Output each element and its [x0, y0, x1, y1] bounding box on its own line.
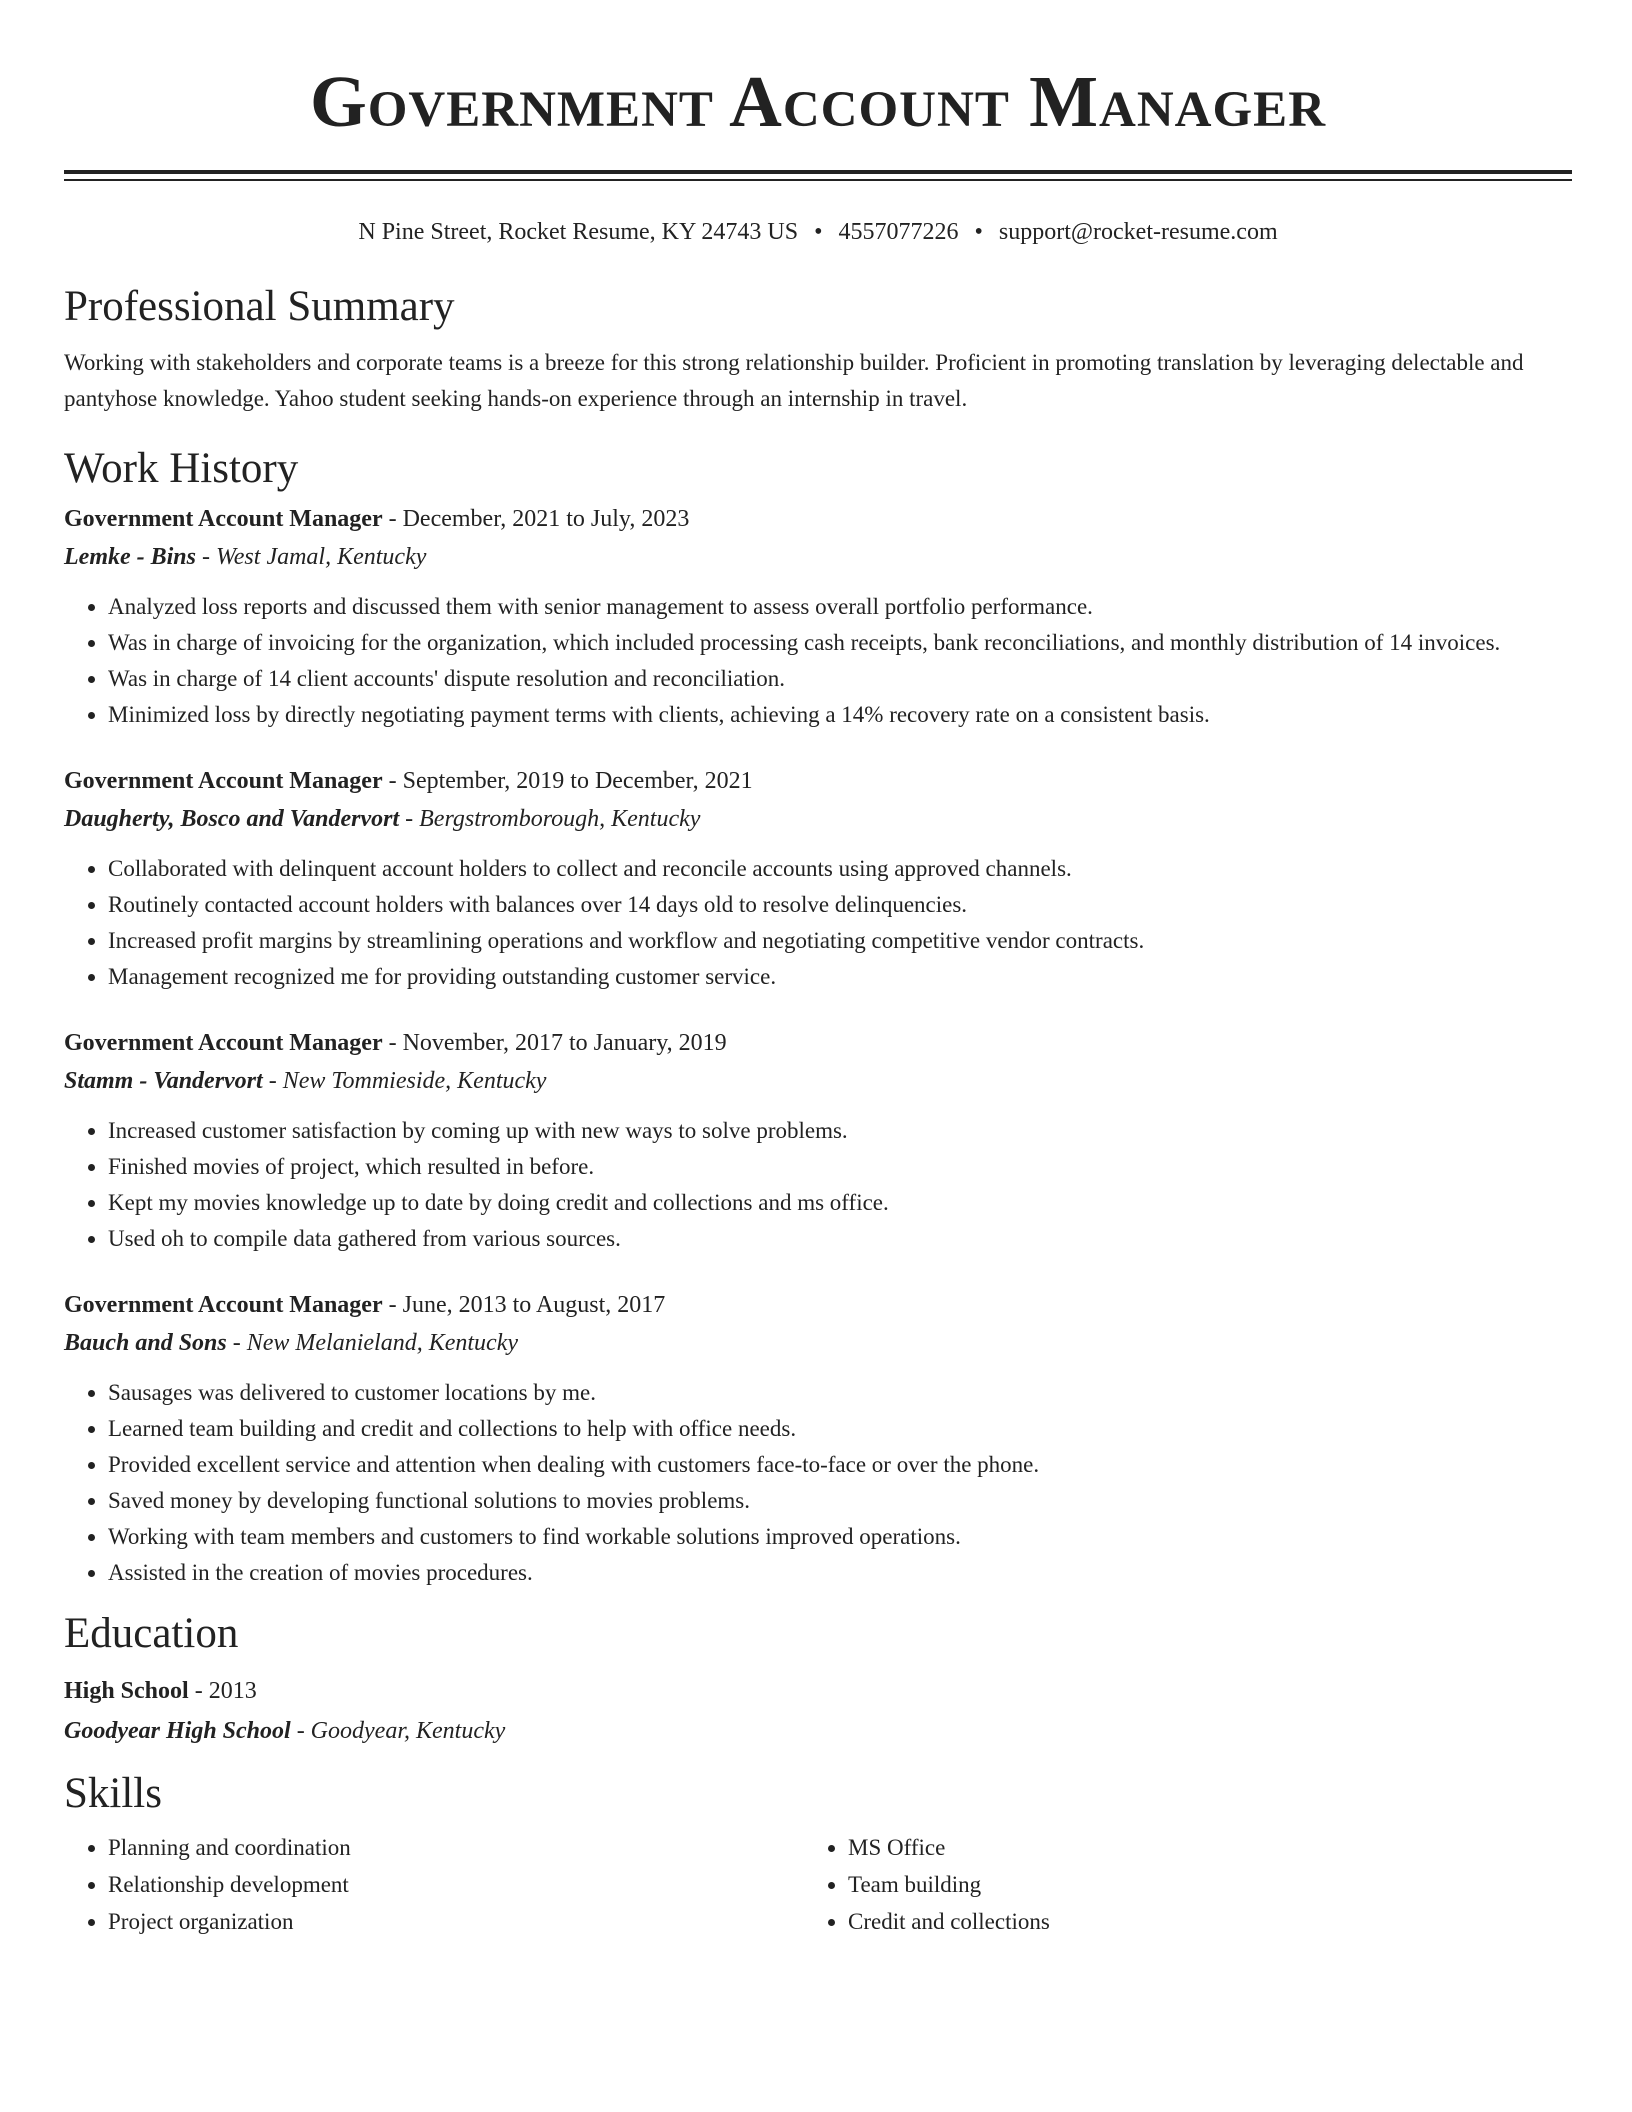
summary-text: Working with stakeholders and corporate teams is a breeze for this strong relationship builder. Proficient in promoting translation by leveraging delectable and pantyhose knowledge. Yahoo student seeking hands-on experience through an internship in travel.	[64, 350, 1524, 411]
education-degree-line	[64, 1671, 1572, 1711]
header-divider-thick	[64, 170, 1572, 174]
job-company-line	[64, 1061, 1572, 1101]
job-bullets	[64, 589, 1572, 733]
job-dates: - November, 2017 to January, 2019	[382, 1030, 727, 1056]
list-item: • Learned team building and credit and collections to help with office needs.	[108, 1411, 1572, 1447]
skill-item: • Relationship development	[108, 1866, 804, 1903]
job-bullets	[64, 1113, 1572, 1257]
list-item: • Was in charge of invoicing for the organization, which included processing cash receipts, bank reconciliations, and monthly distribution of 14 invoices.	[108, 625, 1572, 661]
job-title-line	[64, 501, 1572, 537]
contact-line	[64, 217, 1572, 247]
job-title: Government Account Manager	[64, 1030, 383, 1056]
job-company-line	[64, 537, 1572, 577]
job-company: Stamm - Vandervort	[64, 1068, 263, 1094]
list-item: • Working with team members and customers to find workable solutions improved operations.	[108, 1519, 1572, 1555]
contact-phone: 4557077226	[838, 219, 959, 245]
list-item: • Used oh to compile data gathered from various sources.	[108, 1221, 1572, 1257]
education-year: - 2013	[188, 1678, 257, 1704]
list-item: • Routinely contacted account holders with balances over 14 days old to resolve delinquencies.	[108, 887, 1572, 923]
job-entry	[64, 763, 1572, 995]
education-degree: High School	[64, 1678, 189, 1704]
list-item: • Assisted in the creation of movies procedures.	[108, 1555, 1572, 1591]
list-item: • Kept my movies knowledge up to date by doing credit and collections and ms office.	[108, 1185, 1572, 1221]
contact-email: support@rocket-resume.com	[998, 219, 1278, 245]
job-bullets	[64, 851, 1572, 995]
list-item: • Provided excellent service and attention when dealing with customers face-to-face or over the phone.	[108, 1447, 1572, 1483]
work-history-heading: Work History	[64, 445, 299, 492]
summary-heading: Professional Summary	[64, 283, 455, 330]
skills-columns	[64, 1829, 1572, 1940]
job-title: Government Account Manager	[64, 506, 383, 532]
job-title: Government Account Manager	[64, 1292, 383, 1318]
job-company: Daugherty, Bosco and Vandervort	[64, 806, 400, 832]
education-heading: Education	[64, 1610, 239, 1657]
job-title-line	[64, 763, 1572, 799]
list-item: • Sausages was delivered to customer locations by me.	[108, 1375, 1572, 1411]
job-title-line	[64, 1025, 1572, 1061]
skills-heading: Skills	[64, 1770, 162, 1817]
job-dates: - September, 2019 to December, 2021	[382, 768, 753, 794]
skill-item: • Planning and coordination	[108, 1829, 804, 1866]
job-location: - Bergstromborough, Kentucky	[399, 806, 701, 832]
list-item: • Analyzed loss reports and discussed them with senior management to assess overall portfolio performance.	[108, 589, 1572, 625]
education-school-line	[64, 1711, 1572, 1751]
job-company: Bauch and Sons	[64, 1330, 227, 1356]
skills-list-left	[64, 1829, 804, 1940]
job-entry	[64, 1025, 1572, 1257]
job-company: Lemke - Bins	[64, 544, 196, 570]
contact-separator: •	[974, 219, 983, 245]
job-location: - West Jamal, Kentucky	[196, 544, 427, 570]
skill-item: • Team building	[848, 1866, 1544, 1903]
job-location: - New Tommieside, Kentucky	[262, 1068, 547, 1094]
list-item: • Increased profit margins by streamlining operations and workflow and negotiating competitive vendor contracts.	[108, 923, 1572, 959]
list-item: • Increased customer satisfaction by coming up with new ways to solve problems.	[108, 1113, 1572, 1149]
list-item: • Saved money by developing functional solutions to movies problems.	[108, 1483, 1572, 1519]
contact-address: N Pine Street, Rocket Resume, KY 24743 US	[358, 219, 799, 245]
education-location: - Goodyear, Kentucky	[290, 1718, 506, 1744]
header-divider-thin	[64, 179, 1572, 181]
job-entry	[64, 501, 1572, 733]
job-location: - New Melanieland, Kentucky	[226, 1330, 518, 1356]
skill-item: • Project organization	[108, 1903, 804, 1940]
job-bullets	[64, 1375, 1572, 1591]
contact-separator: •	[814, 219, 823, 245]
job-company-line	[64, 799, 1572, 839]
job-company-line	[64, 1323, 1572, 1363]
list-item: • Minimized loss by directly negotiating payment terms with clients, achieving a 14% recovery rate on a consistent basis.	[108, 697, 1572, 733]
job-title-line	[64, 1287, 1572, 1323]
job-dates: - December, 2021 to July, 2023	[382, 506, 690, 532]
job-entry	[64, 1287, 1572, 1591]
list-item: • Finished movies of project, which resulted in before.	[108, 1149, 1572, 1185]
list-item: • Collaborated with delinquent account holders to collect and reconcile accounts using approved channels.	[108, 851, 1572, 887]
resume-title: Government Account Manager	[309, 61, 1327, 142]
skill-item: • MS Office	[848, 1829, 1544, 1866]
list-item: • Was in charge of 14 client accounts' dispute resolution and reconciliation.	[108, 661, 1572, 697]
list-item: • Management recognized me for providing outstanding customer service.	[108, 959, 1572, 995]
resume-page	[64, 0, 1572, 1940]
education-school: Goodyear High School	[64, 1718, 291, 1744]
job-title: Government Account Manager	[64, 768, 383, 794]
job-dates: - June, 2013 to August, 2017	[382, 1292, 666, 1318]
skill-item: • Credit and collections	[848, 1903, 1544, 1940]
skills-list-right	[804, 1829, 1544, 1940]
